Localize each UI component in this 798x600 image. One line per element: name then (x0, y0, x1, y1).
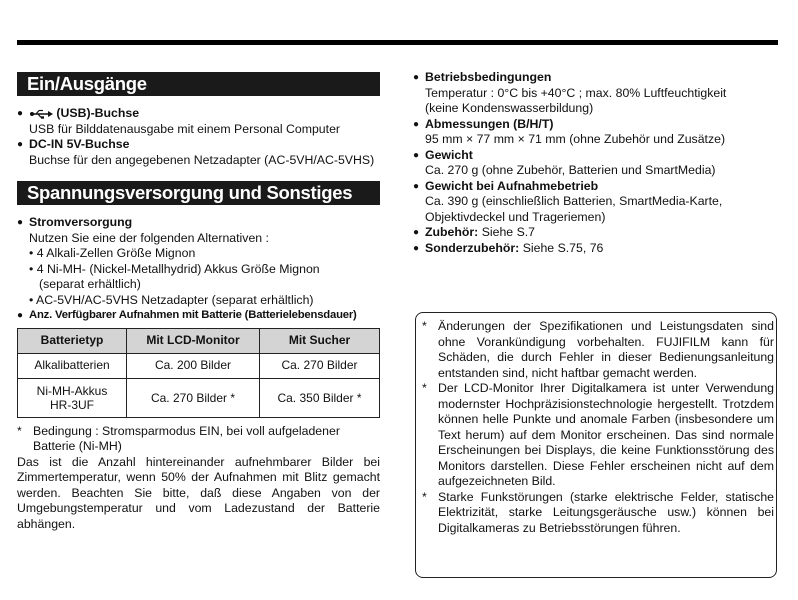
op-text-1: Temperatur : 0°C bis +40°C ; max. 80% Luftfeuchtigkeit (425, 85, 727, 100)
accessory-title: Zubehör: (425, 225, 479, 239)
supply-alt-2b: (separat erhältlich) (39, 277, 141, 291)
note-item (422, 381, 774, 490)
supply-alt-2: • 4 Ni-MH- (Nickel-Metallhydrid) Akkus Größe Mignon (29, 261, 320, 276)
table-cell (18, 378, 127, 417)
table-cell: Alkalibatterien (18, 353, 127, 378)
notes-box (415, 312, 777, 578)
table-header-row (18, 328, 380, 353)
op-text-2: (keine Kondenswasserbildung) (425, 101, 594, 115)
accessory-text: Siehe S.7 (478, 225, 536, 239)
table-cell-line: HR-3UF (50, 397, 94, 412)
table-cell-line: Ni-MH-Akkus (36, 383, 108, 398)
battery-table (17, 328, 380, 418)
table-row (18, 378, 380, 417)
optional-accessory-line (413, 241, 785, 257)
section-heading-io: Ein/Ausgänge (17, 72, 380, 96)
condition-text: Bedingung : Stromsparmodus EIN, bei voll aufgeladener Batterie (Ni-MH) (33, 423, 340, 453)
asterisk-icon: * (422, 381, 427, 395)
weight-title: ● Gewicht (413, 148, 785, 164)
supply-alt-3: • AC-5VH/AC-5VHS Netzadapter (separat erhältlich) (29, 292, 314, 307)
table-cell: Ca. 200 Bilder (127, 353, 260, 378)
table-row (18, 353, 380, 378)
opweight-title: ● Gewicht bei Aufnahmebetrieb (413, 179, 785, 195)
note-item (422, 490, 774, 537)
note-text: Der LCD-Monitor Ihrer Digitalkamera ist unter Verwendung modernster Hochpräzisionstechnologie hergestellt. Trotzdem können helle Punkte und anomale Farben (insbesondere um Text herum) auf dem Monitor erscheinen. Das sind normale Erscheinungen bei Displays, die keine Funktionsstörung des Monitors darstellen. Diese Fehler erscheinen nicht auf dem aufgezeichneten Bild. (438, 381, 774, 488)
section-heading-power: Spannungsversorgung und Sonstiges (17, 181, 380, 205)
table-cell: Ca. 270 Bilder (260, 353, 380, 378)
top-rule (17, 40, 778, 45)
opweight-text-2: Objektivdeckel und Trageriemen) (425, 209, 606, 224)
note-item (422, 319, 774, 381)
note-text: Starke Funkstörungen (starke elektrische Felder, statische Elektrizität, starke Leitungsgeräusche usw.) können bei Digitalkameras zu Betriebsstörungen führen. (438, 489, 774, 535)
supply-alt-1: • 4 Alkali-Zellen Größe Mignon (29, 246, 196, 260)
dc-text: Buchse für den angegebenen Netzadapter (AC-5VH/AC-5VHS) (29, 152, 375, 167)
accessory-line (413, 225, 785, 241)
note-text: Änderungen der Spezifikationen und Leistungsdaten sind ohne Vorankündigung vorbehalten. FUJIFILM kann für Schäden, die durch Fehler in dieser Bedienungsanleitung entstanden sind, nicht haftbar gemacht werden. (438, 319, 774, 380)
supply-title: ● Stromversorgung (17, 215, 380, 231)
left-column (17, 72, 380, 532)
dim-title: ● Abmessungen (B/H/T) (413, 117, 785, 133)
op-title: ● Betriebsbedingungen (413, 70, 785, 86)
weight-text: Ca. 270 g (ohne Zubehör, Batterien und SmartMedia) (425, 163, 716, 177)
table-header: Mit LCD-Monitor (127, 328, 260, 353)
right-column (413, 70, 785, 256)
optional-accessory-text: Siehe S.75, 76 (519, 240, 604, 255)
asterisk-icon: * (17, 423, 22, 438)
usb-title: (USB)-Buchse (56, 106, 140, 120)
count-title: ● Anz. Verfügbarer Aufnahmen mit Batterie (Batterielebensdauer) (17, 308, 380, 324)
dim-text: 95 mm × 77 mm × 71 mm (ohne Zubehör und Zusätze) (425, 132, 726, 146)
table-cell: Ca. 270 Bilder * (127, 378, 260, 417)
supply-intro: Nutzen Sie eine der folgenden Alternativen : (29, 230, 269, 245)
condition-note (17, 424, 380, 455)
usb-item-title (17, 106, 380, 122)
table-header: Mit Sucher (260, 328, 380, 353)
table-header: Batterietyp (18, 328, 127, 353)
opweight-text-1: Ca. 390 g (einschließlich Batterien, SmartMedia-Karte, (425, 194, 723, 208)
notes-list (422, 319, 774, 536)
table-cell: Ca. 350 Bilder * (260, 378, 380, 417)
asterisk-icon: * (422, 489, 427, 504)
usb-text: USB für Bilddatenausgabe mit einem Personal Computer (29, 121, 341, 136)
optional-accessory-title: Sonderzubehör: (425, 240, 520, 255)
condition-body: Das ist die Anzahl hintereinander aufnehmbarer Bilder bei Zimmertemperatur, wenn 50% der Aufnahmen mit Blitz gemacht werden. Beachten Sie bitte, daß diese Angaben von der Umgebungstemperatur und vom Ladezustand der Batterie abhängen. (17, 454, 380, 531)
dc-title: ● DC-IN 5V-Buchse (17, 137, 380, 153)
usb-icon (29, 109, 53, 119)
asterisk-icon: * (422, 319, 427, 333)
